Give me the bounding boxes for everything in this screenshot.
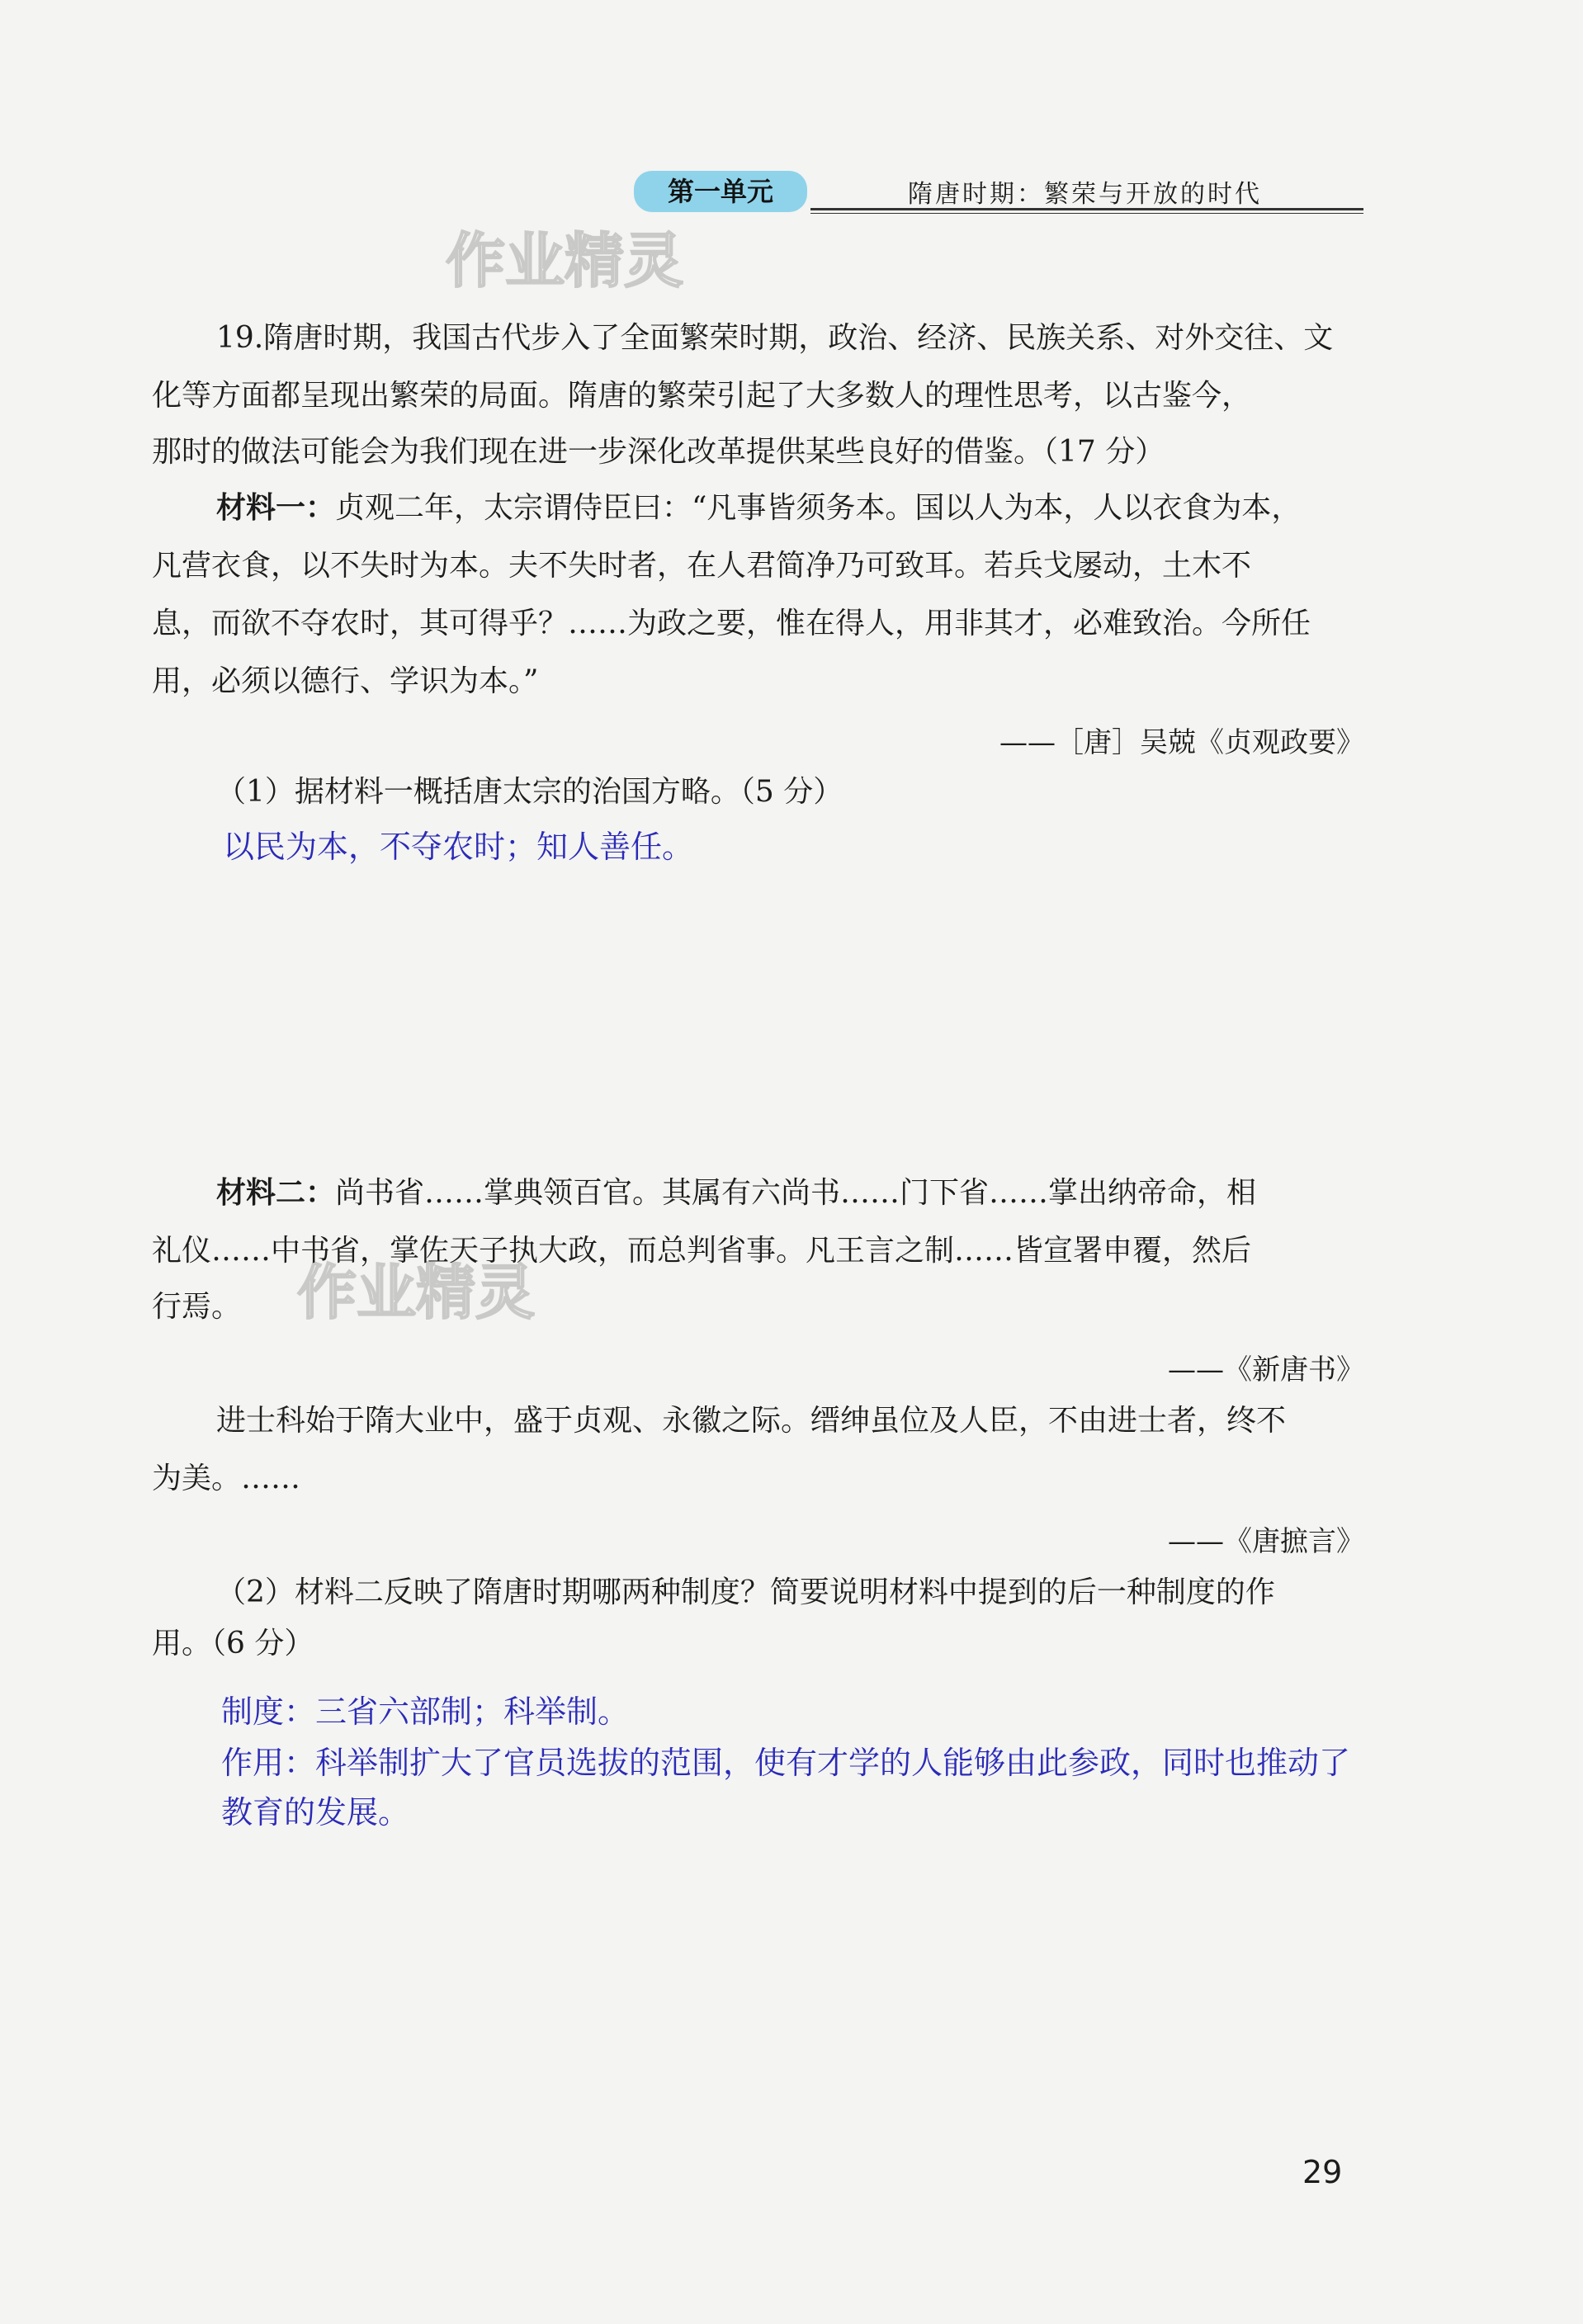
material-1-line: 用，必须以德行、学识为本。” [152, 664, 539, 698]
sub-question-1: （1）据材料一概括唐太宗的治国方略。（5 分） [216, 775, 843, 809]
sub-question-2: 用。（6 分） [152, 1627, 314, 1660]
header-rule-thin [810, 213, 1363, 214]
watermark-logo: 作业精灵 [297, 1258, 536, 1327]
material-2-source-2: ——《唐摭言》 [1168, 1525, 1364, 1558]
material-1-text: 贞观二年，太宗谓侍臣曰：“凡事皆须务本。国以人为本，人以衣食为本， [335, 491, 1302, 525]
material-2b-line: 进士科始于隋大业中，盛于贞观、永徽之际。缙绅虽位及人臣，不由进士者，终不 [216, 1404, 1287, 1438]
material-2-line: 行焉。 [152, 1290, 242, 1324]
answer-2-line: 制度：三省六部制；科举制。 [221, 1693, 630, 1730]
answer-1: 以民为本，不夺农时；知人善任。 [223, 829, 694, 865]
material-1-label: 材料一： [216, 491, 336, 525]
unit-title: 隋唐时期：繁荣与开放的时代 [908, 180, 1262, 209]
material-1-line [216, 489, 1429, 528]
watermark-logo: 作业精灵 [446, 226, 684, 295]
answer-2-line: 作用：科举制扩大了官员选拔的范围，使有才学的人能够由此参政，同时也推动了 [221, 1745, 1351, 1781]
material-2-line: 礼仪……中书省，掌佐天子执大政，而总判省事。凡王言之制……皆宣署申覆，然后 [152, 1234, 1252, 1268]
material-1-line: 凡营衣食，以不失时为本。夫不失时者，在人君简净乃可致耳。若兵戈屡动，土木不 [152, 549, 1252, 583]
question-line: 19.隋唐时期，我国古代步入了全面繁荣时期，政治、经济、民族关系、对外交往、文 [216, 321, 1334, 355]
material-1-line: 息，而欲不夺农时，其可得乎？……为政之要，惟在得人，用非其才，必难致治。今所任 [152, 607, 1311, 640]
unit-tag: 第一单元 [634, 171, 807, 212]
question-line: 那时的做法可能会为我们现在进一步深化改革提供某些良好的借鉴。（17 分） [152, 435, 1165, 469]
sub-question-2: （2）材料二反映了隋唐时期哪两种制度？简要说明材料中提到的后一种制度的作 [216, 1575, 1275, 1609]
answer-2-line: 教育的发展。 [221, 1794, 410, 1830]
material-2-line [216, 1174, 1429, 1213]
material-2-source-1: ——《新唐书》 [1168, 1353, 1364, 1386]
material-2-label: 材料二： [216, 1176, 336, 1210]
material-2b-line: 为美。…… [152, 1462, 301, 1495]
material-2-text: 尚书省……掌典领百官。其属有六尚书……门下省……掌出纳帝命，相 [335, 1176, 1257, 1210]
question-line: 化等方面都呈现出繁荣的局面。隋唐的繁荣引起了大多数人的理性思考，以古鉴今， [152, 379, 1252, 413]
page-number: 29 [1302, 2154, 1343, 2190]
material-1-source: ——［唐］吴兢《贞观政要》 [999, 726, 1364, 759]
